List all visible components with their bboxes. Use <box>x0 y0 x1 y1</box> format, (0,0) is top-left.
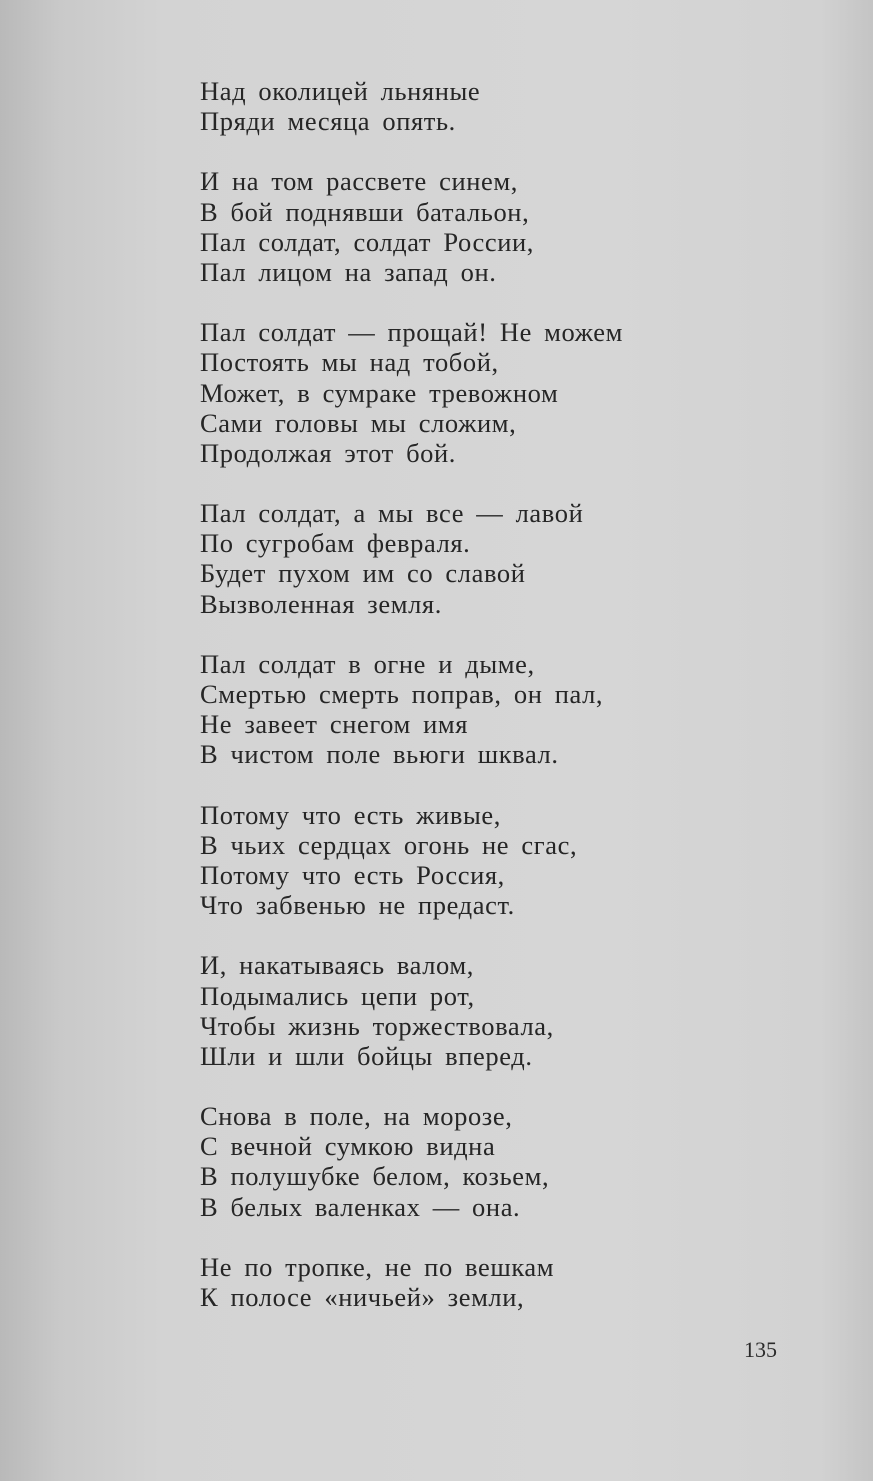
poem-line: Что забвенью не предаст. <box>200 890 515 921</box>
poem-line: Может, в сумраке тревожном <box>200 377 559 408</box>
poem-line: Не завеет снегом имя <box>200 709 469 740</box>
stanza <box>200 800 720 921</box>
poem-line: Пал солдат, солдат России, <box>200 226 535 257</box>
poem-line: Подымались цепи рот, <box>200 980 475 1011</box>
stanza <box>200 498 720 619</box>
poem-line: Пал лицом на запад он. <box>200 256 497 287</box>
poem-line: И, накатываясь валом, <box>200 950 474 981</box>
poem-line: Сами головы мы сложим, <box>200 407 517 438</box>
stanza <box>200 317 720 468</box>
poem-line: Потому что есть живые, <box>200 799 501 830</box>
poem-line: Над околицей льняные <box>200 76 481 106</box>
stanza <box>200 950 720 1071</box>
stanza <box>200 649 720 770</box>
poem-line: По сугробам февраля. <box>200 528 471 559</box>
poem-line: Пал солдат, а мы все — лавой <box>200 498 584 529</box>
poem-line: Пряди месяца опять. <box>200 106 456 137</box>
stanza <box>200 1252 720 1312</box>
poem-line: Снова в поле, на морозе, <box>200 1101 513 1132</box>
poem-line: В бой поднявши батальон, <box>200 196 530 227</box>
poem-line: Продолжая этот бой. <box>200 437 457 468</box>
poem-line: Пал солдат — прощай! Не можем <box>200 317 624 348</box>
poem-line: Чтобы жизнь торжествовала, <box>200 1010 554 1041</box>
stanza <box>200 166 720 287</box>
poem-line: Смертью смерть поправ, он пал, <box>200 679 604 709</box>
stanza <box>200 76 720 136</box>
poem-line: И на том рассвете синем, <box>200 166 519 197</box>
poem-line: Пал солдат в огне и дыме, <box>200 648 535 679</box>
stanza <box>200 1101 720 1222</box>
poem-line: Не по тропке, не по вешкам <box>200 1251 555 1282</box>
poem-line: Шли и шли бойцы вперед. <box>200 1040 533 1071</box>
poem-line: В полушубке белом, козьем, <box>200 1161 550 1192</box>
page-number: 135 <box>744 1337 777 1362</box>
poem-line: В чьих сердцах огонь не сгас, <box>200 829 578 860</box>
poem-line: К полосе «ничьей» земли, <box>200 1282 525 1312</box>
poem-line: Будет пухом им со славой <box>200 558 526 589</box>
poem-line: Потому что есть Россия, <box>200 859 505 890</box>
poem-line: В белых валенках — она. <box>200 1191 521 1222</box>
poem-line: В чистом поле вьюги шквал. <box>200 739 559 770</box>
poem-text <box>200 76 720 1342</box>
poem-line: Постоять мы над тобой, <box>200 347 499 378</box>
poem-line: Вызволенная земля. <box>200 588 442 619</box>
poem-line: С вечной сумкою видна <box>200 1131 496 1162</box>
